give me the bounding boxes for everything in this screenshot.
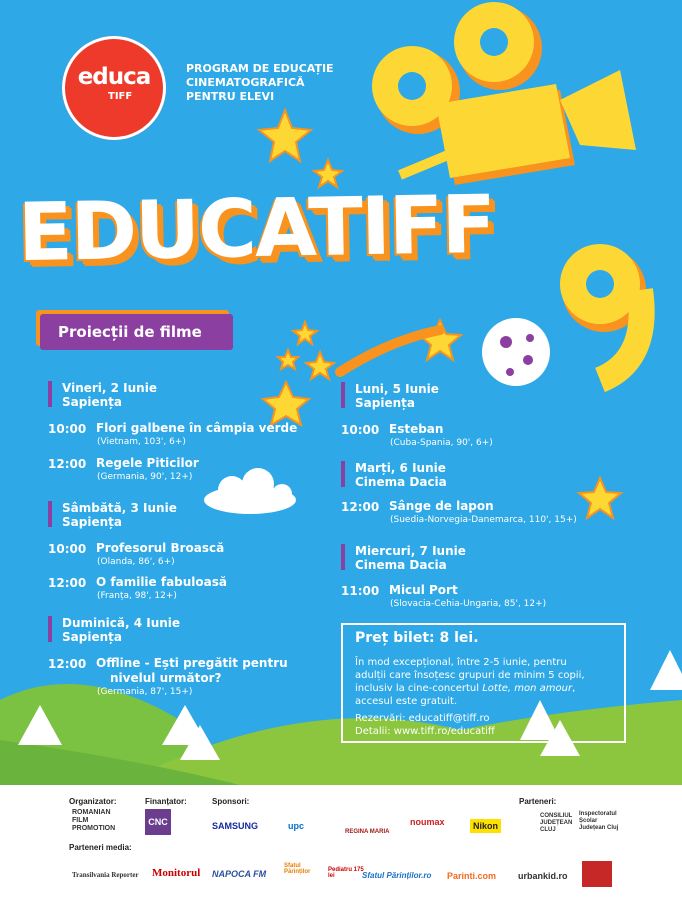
day-venue: Sapiența	[355, 396, 415, 410]
day-venue: Cinema Dacia	[355, 475, 447, 489]
film-info: (Franța, 98', 12+)	[97, 591, 177, 601]
moon-icon	[482, 318, 550, 386]
edition-number	[592, 250, 669, 378]
media-logo: Pediatru 175 lei	[328, 867, 364, 879]
film-info: (Cuba-Spania, 90', 6+)	[390, 438, 493, 448]
tagline-line: PROGRAM DE EDUCAȚIE	[186, 62, 334, 75]
screening-time: 12:00	[48, 457, 87, 471]
day-venue: Sapiența	[62, 515, 122, 529]
day-marker	[48, 381, 52, 407]
media-logo: NAPOCA FM	[212, 869, 267, 879]
sponsor-logo: upc	[288, 821, 305, 831]
media-logo: Sfatul Părinților	[284, 863, 311, 875]
price-line: adulții care însoțesc grupuri de minim 5 copii,	[355, 670, 585, 681]
organizer-label: Organizator:	[69, 797, 117, 806]
day-header	[62, 616, 180, 644]
sponsor-logo: noumax	[410, 817, 445, 827]
price-line: accesul este gratuit.	[355, 696, 458, 707]
reservations-link[interactable]: Rezervări: educatiff@tiff.ro	[355, 713, 490, 724]
day-header	[355, 544, 466, 572]
price-title: Preț bilet: 8 lei.	[355, 630, 479, 646]
day-header	[355, 461, 447, 489]
day-header	[355, 382, 439, 410]
day-name: Vineri, 2 Iunie	[62, 381, 157, 395]
media-logo: Sfatul Părinților.ro	[362, 871, 432, 880]
organizer-text: ROMANIAN	[72, 809, 111, 816]
film-title: Profesorul Broască	[96, 541, 225, 555]
details-link[interactable]: Detalii: www.tiff.ro/educatiff	[355, 726, 495, 737]
concert-title: Lotte, mon amour	[482, 683, 573, 694]
section-label: Proiecții de filme	[58, 323, 202, 341]
day-name: Sâmbătă, 3 Iunie	[62, 501, 177, 515]
tagline-line: PENTRU ELEVI	[186, 90, 275, 103]
film-title: Esteban	[389, 422, 444, 436]
tagline-line: CINEMATOGRAFICĂ	[186, 76, 305, 89]
media-logo: Parinti.com	[447, 871, 497, 881]
day-venue: Sapiența	[62, 630, 122, 644]
logo-main-text: educa	[77, 64, 151, 90]
sponsors-footer	[0, 785, 682, 908]
price-line-text: ,	[572, 683, 576, 694]
sponsors-label: Sponsori:	[212, 797, 250, 806]
screening-time: 11:00	[341, 584, 380, 598]
organizer-text: FILM	[72, 817, 89, 824]
day-marker	[341, 461, 345, 487]
day-header	[62, 501, 177, 529]
media-logo-box	[582, 861, 612, 887]
day-name: Duminică, 4 Iunie	[62, 616, 181, 630]
price-line: În mod excepțional, între 2-5 iunie, pentru	[355, 657, 567, 668]
day-marker	[48, 616, 52, 642]
day-venue: Sapiența	[62, 395, 122, 409]
media-label: Parteneri media:	[69, 843, 132, 852]
film-title	[96, 656, 288, 686]
film-title-line: nivelul următor?	[110, 671, 222, 685]
film-info: (Germania, 87', 15+)	[97, 687, 193, 697]
day-name: Luni, 5 Iunie	[355, 382, 439, 396]
logo-sub-text: TIFF	[108, 91, 133, 102]
day-marker	[341, 544, 345, 570]
financer-logo: CNC	[145, 809, 171, 835]
day-name: Marți, 6 Iunie	[355, 461, 446, 475]
film-title: O familie fabuloasă	[96, 575, 228, 589]
screening-time: 10:00	[48, 542, 87, 556]
sponsor-logo: SAMSUNG	[212, 821, 259, 831]
media-logo: Monitorul	[152, 867, 201, 879]
price-line	[355, 682, 620, 695]
day-name: Miercuri, 7 Iunie	[355, 544, 466, 558]
media-logo: urbankid.ro	[518, 871, 568, 881]
partners-label: Parteneri:	[519, 797, 557, 806]
organizer-text: PROMOTION	[72, 825, 116, 832]
screening-time: 12:00	[48, 657, 87, 671]
price-line-text: inclusiv la cine-concertul	[355, 683, 483, 694]
partner-logo: Inspectoratul Școlar Județean Cluj	[579, 811, 619, 831]
cloud-icon	[204, 468, 296, 514]
media-logo: Transilvania Reporter	[72, 871, 139, 879]
price-details	[355, 656, 620, 738]
screening-time: 10:00	[341, 423, 380, 437]
sponsor-logo: REGINA MARIA	[345, 829, 390, 835]
film-title: Micul Port	[389, 583, 458, 597]
film-info: (Olanda, 86', 6+)	[97, 557, 175, 567]
day-marker	[341, 382, 345, 408]
film-title: Sânge de lapon	[389, 499, 494, 513]
day-marker	[48, 501, 52, 527]
film-title: Regele Piticilor	[96, 456, 199, 470]
poster-title: EDUCATIFF	[17, 177, 495, 280]
film-title-line: Offline - Ești pregătit pentru	[96, 656, 288, 670]
screening-time: 10:00	[48, 422, 87, 436]
screening-time: 12:00	[48, 576, 87, 590]
film-info: (Vietnam, 103', 6+)	[97, 437, 186, 447]
film-info: (Germania, 90', 12+)	[97, 472, 193, 482]
star-icon	[259, 110, 621, 518]
screening-time: 12:00	[341, 500, 380, 514]
day-venue: Cinema Dacia	[355, 558, 447, 572]
day-header	[62, 381, 157, 409]
organizer-logo	[72, 809, 115, 833]
financer-label: Finanțator:	[145, 797, 187, 806]
film-title: Flori galbene în câmpia verde	[96, 421, 298, 435]
film-info: (Suedia-Norvegia-Danemarca, 110', 15+)	[390, 515, 577, 525]
tagline	[186, 62, 386, 104]
sponsor-logo: Nikon	[470, 819, 501, 833]
camera-icon	[372, 2, 636, 185]
partner-logo: CONSILIUL JUDEȚEAN CLUJ	[540, 813, 573, 833]
film-info: (Slovacia-Cehia-Ungaria, 85', 12+)	[390, 599, 547, 609]
